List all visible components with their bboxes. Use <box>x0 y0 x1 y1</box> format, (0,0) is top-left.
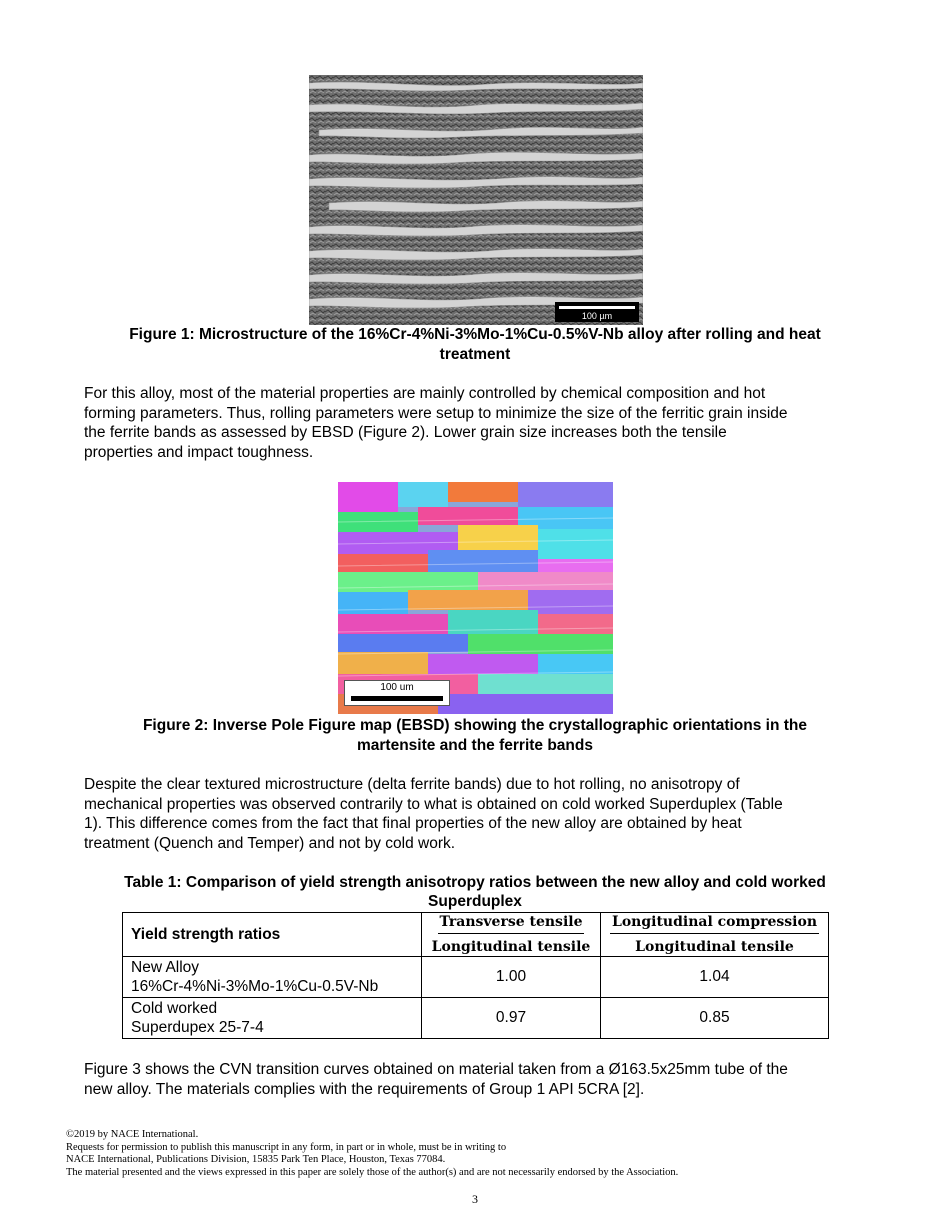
copyright-footer <box>66 1129 678 1179</box>
caption-line: Figure 2: Inverse Pole Figure map (EBSD) showing the crystallographic orientations in the <box>142 717 808 734</box>
row-label-line: 16%Cr-4%Ni-3%Mo-1%Cu-0.5V-Nb <box>131 978 379 995</box>
text-line: Despite the clear textured microstructure (delta ferrite bands) due to hot rolling, no anisotropy of <box>84 776 740 793</box>
footer-line: NACE International, Publications Division, 15835 Park Ten Place, Houston, Texas 77084. <box>66 1154 446 1166</box>
micrograph-figure <box>309 75 643 325</box>
table-row <box>123 957 829 998</box>
footer-line: ©2019 by NACE International. <box>66 1129 199 1140</box>
ratio-denominator: Longitudinal tensile <box>431 939 591 955</box>
caption-line: martensite and the ferrite bands <box>356 737 593 754</box>
table-header-row <box>123 913 829 957</box>
ratio-denominator: Longitudinal tensile <box>635 939 794 955</box>
caption-line: Superduplex <box>428 893 522 910</box>
text-line: For this alloy, most of the material properties are mainly controlled by chemical composition and hot <box>84 385 766 402</box>
header-label: Yield strength ratios <box>123 913 422 957</box>
page-number: 3 <box>472 1192 478 1206</box>
text-line: properties and impact toughness. <box>84 443 314 461</box>
table-row <box>123 998 829 1039</box>
caption-line: treatment <box>439 346 511 363</box>
ebsd-map-figure <box>338 482 613 714</box>
ratio-numerator: Longitudinal compression <box>610 913 819 934</box>
scale-bar <box>344 680 450 706</box>
row-label <box>123 998 422 1039</box>
text-line: 1). This difference comes from the fact that final properties of the new alloy are obtained by heat <box>84 815 742 832</box>
footer-line: Requests for permission to publish this manuscript in any form, in part or in whole, must be in writing to <box>66 1141 507 1153</box>
text-line: treatment (Quench and Temper) and not by cold work. <box>84 834 456 852</box>
footer-line: The material presented and the views expressed in this paper are solely those of the author(s) and are not necessarily endorsed by the Association. <box>66 1166 679 1178</box>
figure-2-caption <box>60 716 890 756</box>
table-cell: 0.97 <box>422 998 601 1039</box>
figure-1-caption <box>60 325 890 365</box>
paragraph-2 <box>84 775 866 853</box>
table-1-caption <box>60 873 890 911</box>
ratio-numerator: Transverse tensile <box>438 913 585 934</box>
text-line: Figure 3 shows the CVN transition curves obtained on material taken from a Ø163.5x25mm tube of the <box>84 1061 788 1078</box>
paragraph-1 <box>84 384 866 462</box>
scale-bar-label: 100 um <box>380 682 414 693</box>
caption-line: Figure 1: Microstructure of the 16%Cr-4%Ni-3%Mo-1%Cu-0.5%V-Nb alloy after rolling and heat <box>129 326 821 343</box>
scale-bar <box>555 302 639 322</box>
row-label-line: Cold worked <box>131 1000 218 1017</box>
row-label-line: New Alloy <box>131 959 200 976</box>
text-line: forming parameters. Thus, rolling parameters were setup to minimize the size of the ferritic grain inside <box>84 404 788 422</box>
text-line: new alloy. The materials complies with the requirements of Group 1 API 5CRA [2]. <box>84 1080 645 1098</box>
paragraph-3 <box>84 1060 866 1099</box>
header-ratio-transverse <box>422 913 601 957</box>
anisotropy-table <box>122 912 829 1039</box>
scale-bar-label: 100 µm <box>581 311 613 321</box>
text-line: mechanical properties was observed contrarily to what is obtained on cold worked Superduplex (Table <box>84 795 783 813</box>
row-label-line: Superdupex 25-7-4 <box>131 1019 264 1036</box>
table-cell: 0.85 <box>601 998 829 1039</box>
table-cell: 1.04 <box>601 957 829 998</box>
table-cell: 1.00 <box>422 957 601 998</box>
micrograph-image <box>309 75 643 325</box>
header-ratio-compression <box>601 913 829 957</box>
row-label <box>123 957 422 998</box>
caption-line: Table 1: Comparison of yield strength anisotropy ratios between the new alloy and cold worked <box>124 874 826 891</box>
text-line: the ferrite bands as assessed by EBSD (Figure 2). Lower grain size increases both the tensile <box>84 424 727 441</box>
